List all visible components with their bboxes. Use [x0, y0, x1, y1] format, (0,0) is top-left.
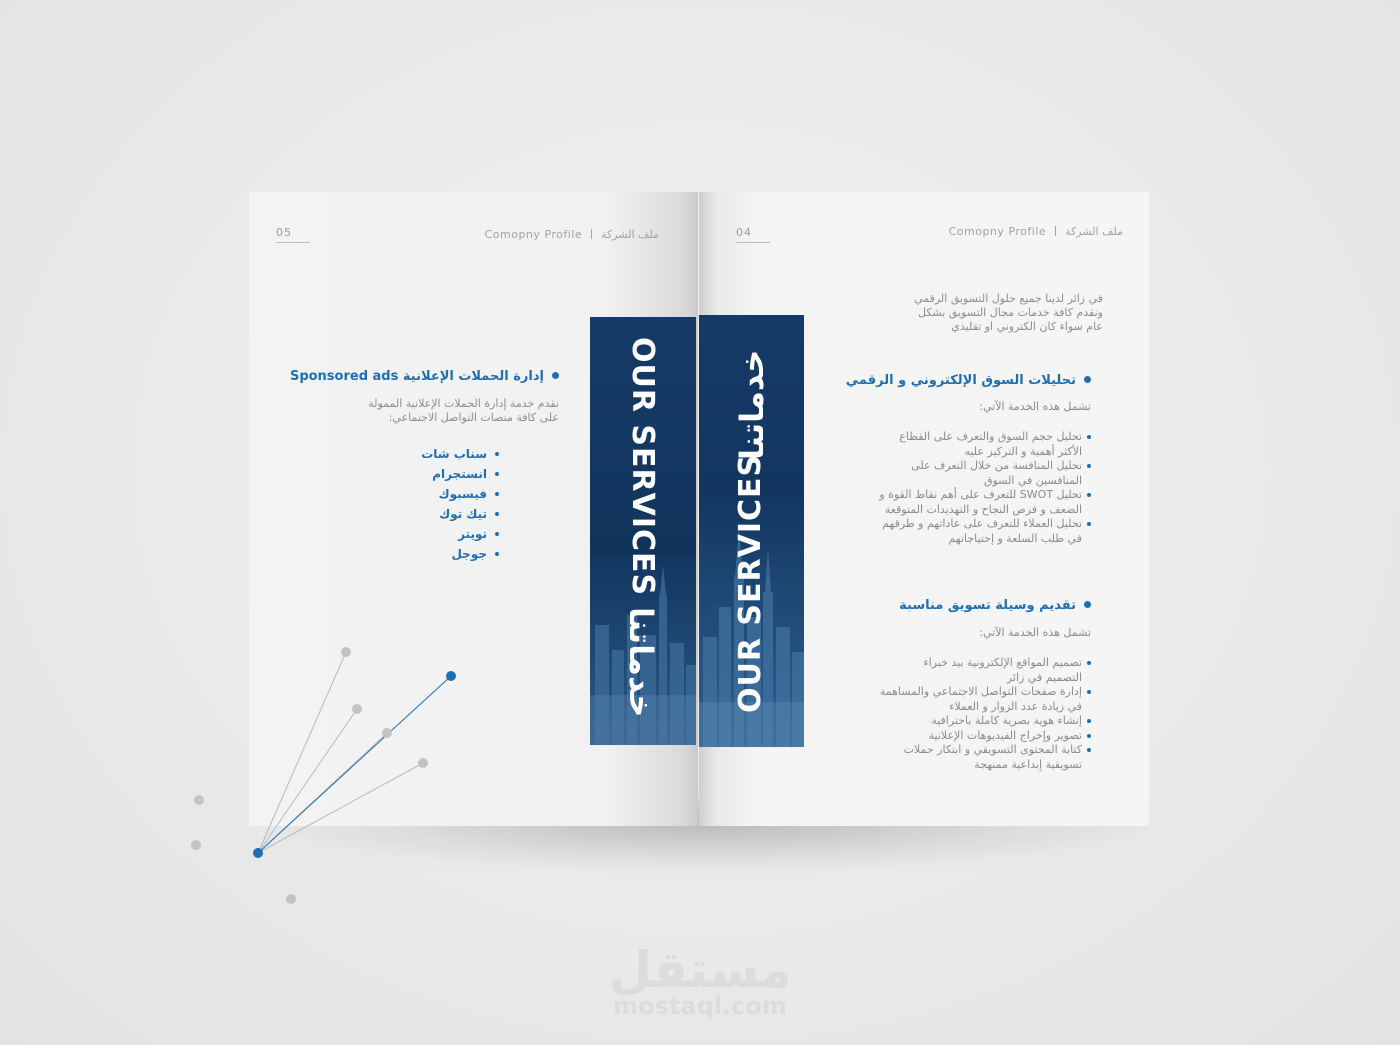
mostaql-watermark-logo	[590, 941, 810, 1020]
band-text-en: OUR SERVICES	[733, 453, 768, 713]
list-item-line: في زيادة عدد الزوار و العملاء	[949, 699, 1082, 713]
watermark-ar: مستقل	[608, 941, 792, 999]
band-text-en: OUR SERVICES	[625, 337, 660, 597]
band-text-ar: خدماتنا	[622, 607, 660, 718]
header-ar: ملف الشركة	[601, 228, 659, 241]
header-ar: ملف الشركة	[1065, 225, 1123, 238]
list-item-line: تصميم المواقع الإلكترونية بيد خبراء	[923, 656, 1082, 669]
description-line-2: على كافة منصات التواصل الاجتماعي:	[388, 411, 559, 424]
intro-line-2: ونقدم كافة خدمات مجال التسويق بشكل	[918, 306, 1103, 319]
description-line-1: نقدم خدمة إدارة الحملات الإعلانية الممولة	[368, 397, 559, 410]
band-text-ar: خدماتنا	[733, 349, 771, 460]
platform-item: تويتر	[379, 524, 499, 544]
platform-item: تيك توك	[379, 504, 499, 524]
list-item-line: إنشاء هوية بصرية كاملة باحترافية	[931, 714, 1082, 727]
sponsored-ads-title-text: إدارة الحملات الإعلانية Sponsored ads	[289, 369, 544, 384]
list-item-line: تحليل المنافسة من خلال التعرف على	[911, 459, 1082, 472]
service-1-subtitle: تشمل هذه الخدمة الآتي:	[979, 400, 1091, 413]
list-item-line: التصميم في زائر	[1006, 670, 1082, 684]
header-en: Comopny Profile	[948, 225, 1047, 238]
list-item-line: المنافسين في السوق	[983, 473, 1082, 487]
list-item-line: في طلب السلعة و إحتياجاتهم	[948, 531, 1082, 545]
list-item-line: الضعف و فرص النجاح و التهديدات المتوقعة	[884, 502, 1082, 516]
platform-item: انستجرام	[379, 464, 499, 484]
platform-item: سناب شات	[379, 444, 499, 464]
page-number-text: 05	[276, 226, 292, 239]
list-item-line: إدارة صفحات التواصل الاجتماعي والمساهمة	[879, 685, 1082, 698]
list-item-line: تحليل العملاء للتعرف على عاداتهم و طرقهم	[882, 517, 1082, 530]
platform-item: جوجل	[379, 544, 499, 564]
service-1-title-text: تحليلات السوق الإلكتروني و الرقمي	[845, 373, 1076, 388]
page-number-text: 04	[736, 226, 752, 239]
watermark-en: mostaql.com	[613, 992, 787, 1020]
list-item-line: كتابة المحتوى التسويقي و ابتكار حملات	[903, 743, 1082, 756]
list-item-line: تصوير وإخراج الفيديوهات الإعلانية	[928, 728, 1082, 742]
list-item-line: تحليل حجم السوق والتعرف على القطاع	[899, 430, 1082, 443]
service-2-subtitle: تشمل هذه الخدمة الآتي:	[979, 626, 1091, 639]
intro-line-3: عام سواء كان الكتروني او تقليدي	[951, 320, 1103, 333]
platform-item: فيسبوك	[379, 484, 499, 504]
intro-line-1: في زائر لدينا جميع حلول التسويق الرقمي	[914, 292, 1103, 305]
list-item-line: تسويقية إبداعية ممنهجة	[974, 757, 1082, 771]
service-2-title-text: تقديم وسيلة تسويق مناسبة	[899, 598, 1076, 613]
header-en: Comopny Profile	[484, 228, 583, 241]
list-item-line: الأكثر أهمية و التركيز عليه	[964, 444, 1082, 458]
list-item-line: تحليل SWOT للتعرف على أهم نقاط القوة و	[879, 488, 1082, 501]
